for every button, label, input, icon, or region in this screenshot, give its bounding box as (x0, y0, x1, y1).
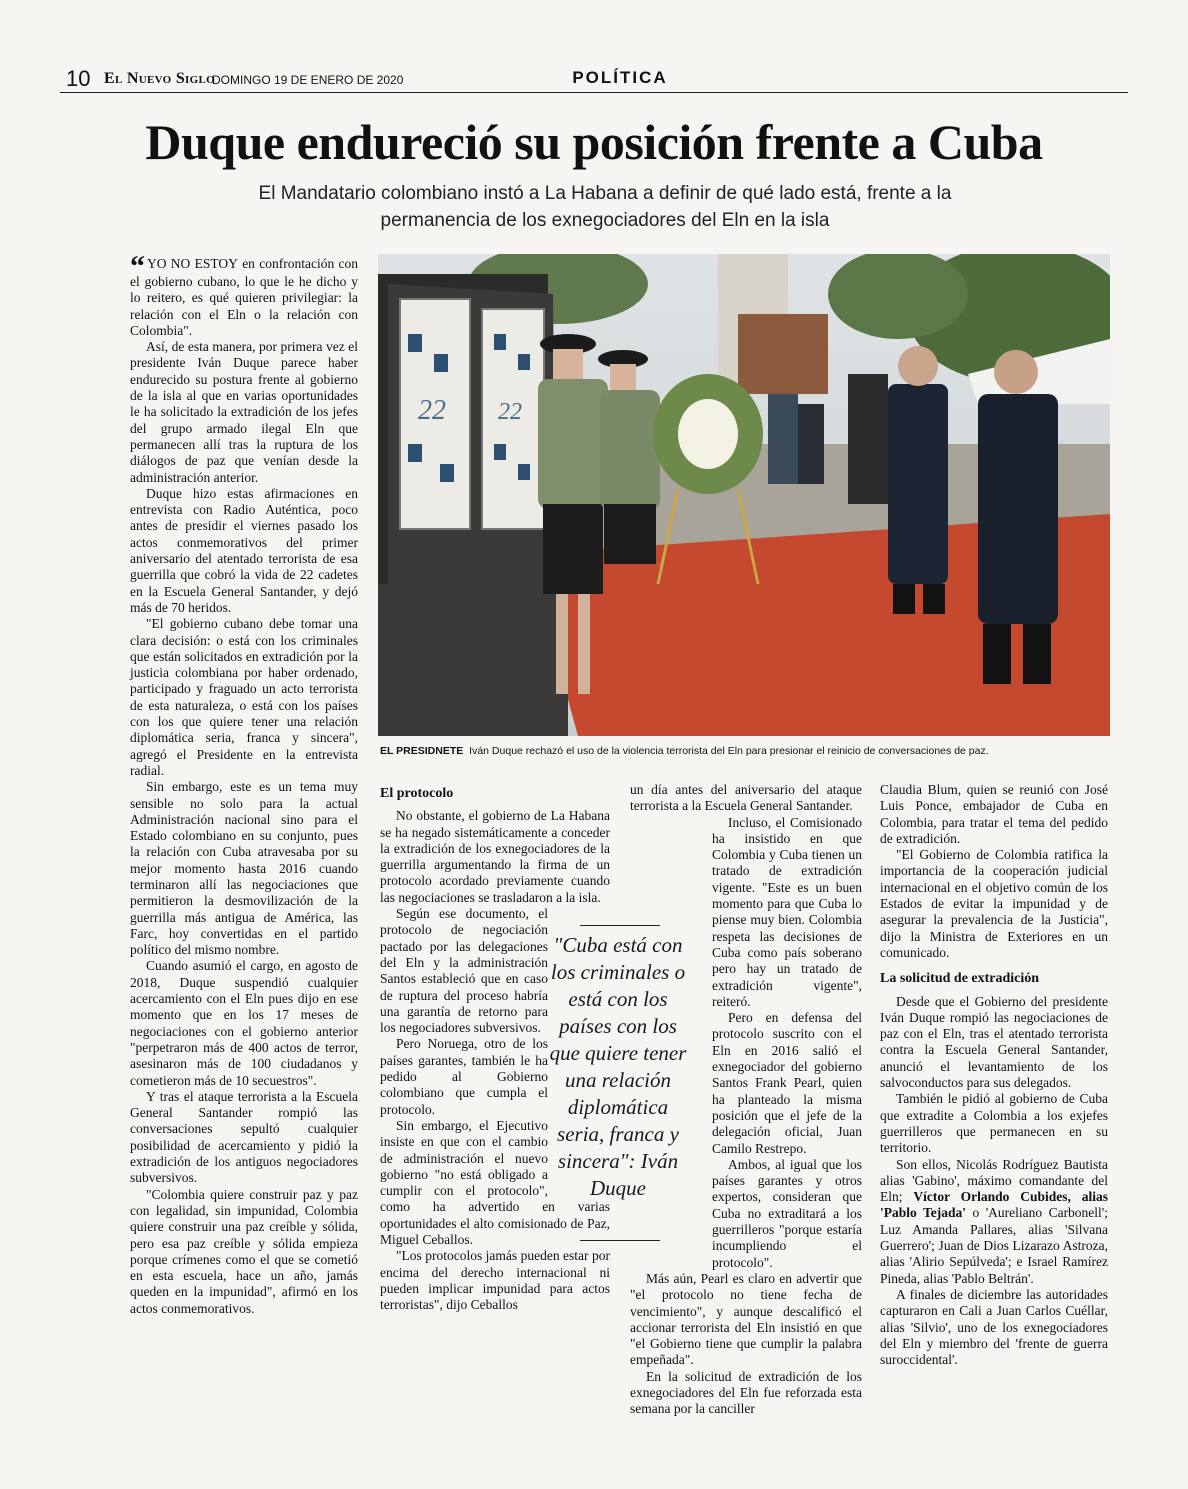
subheading-protocolo: El protocolo (380, 786, 454, 801)
lead-rest: en confrontación con el gobierno cubano, lo que le he dicho y lo reitero, es qué quieren privilegiar: la relación con el Eln o la relación con Colombia". (130, 256, 359, 338)
article-column-4 (880, 782, 1108, 1368)
paragraph: Duque hizo estas afirmaciones en entrevista con Radio Auténtica, poco antes de presidir el viernes pasado los actos conmemorativos del primer aniversario del atentado terrorista de esa guerrilla que cobró la vida de 22 cadetes en la Escuela General Santander, y dejó más de 70 heridos. (130, 485, 358, 615)
pullquote-top-rule (580, 925, 660, 926)
paragraph: "Colombia quiere construir paz y paz con legalidad, sin impunidad, Colombia quiere construir una paz creíble y sólida, pero esa paz creíble y sólida empieza porque crímenes como el que se cometió en esta escuela, hace un año, jamás queden en la impunidad", afirmó en los actos conmemorativos. (130, 1186, 358, 1316)
paragraph: No obstante, el gobierno de La Habana se ha negado sistemáticamente a conceder la extradición de los exnegociadores de la guerrilla argumentando la firma de un protocolo acordado previamente cuando las negociaciones se trasladaron a la isla. (380, 808, 610, 905)
plaque-number-1: 22 (418, 395, 446, 426)
paragraph: Ambos, al igual que los países garantes y otros expertos, consideran que Cuba no extraditará a los guerrilleros "porque estaría incumpliendo el protocolo". (712, 1156, 862, 1270)
paragraph: "El Gobierno de Colombia ratifica la importancia de la cooperación judicial internacional en el objetivo común de los Estados de evitar la impunidad y de asegurar la prevalencia de la Justicia", dijo la Ministra de Exteriores en un comunicado. (880, 847, 1108, 960)
paragraph: Incluso, el Comisionado ha insistido en que Colombia y Cuba tienen un tratado de extradición vigente. "Este es un buen momento para que Cuba lo piense muy bien. Colombia respeta las decisiones de Cuba como país soberano pero hay un tratado de extradición vigente", reiteró. (712, 814, 862, 1009)
paragraph: A finales de diciembre las autoridades capturaron en Cali a Juan Carlos Cuéllar, alias 'Silvio', uno de los exnegociadores del Eln y miembro del 'frente de guerra suroccidental'. (880, 1286, 1108, 1368)
paragraph: Cuando asumió el cargo, en agosto de 2018, Duque suspendió cualquier acercamiento con el Eln pues dijo en ese momento que en los 17 meses de negociaciones con el gobierno anterior "perpetraron más de 400 actos de terror, asesinaron más de 100 ciudadanos y cometieron más de 10 secuestros". (130, 958, 358, 1088)
article-column-1 (130, 250, 359, 1317)
paragraph: Y tras el ataque terrorista a la Escuela General Santander rompió las conversaciones sepultó cualquier posibilidad de acercamiento y pidió la extradición de los antiguos negociadores subversivos. (130, 1088, 358, 1186)
plaque-number-2: 22 (498, 399, 522, 425)
text-run: o 'Aureliano Carbonell'; Luz Amanda Pallares, alias 'Silvana Guerrero'; Juan de Dios Lizarazo Astroza, alias 'Alirio Sepúlveda'; e Israel Ramírez Pineda, alias 'Pablo Beltrán'. (880, 1205, 1108, 1286)
paragraph: Según ese documento, el protocolo de negociación pactado por las delegaciones del Eln y la administración Santos estableció que en caso de ruptura del proceso habría una garantía de retorno para los negociadores subversivos. (380, 906, 548, 1036)
open-quote-icon: “ (130, 250, 145, 283)
pullquote-bottom-rule (580, 1240, 660, 1241)
paragraph: Más aún, Pearl es claro en advertir que "el protocolo no tiene fecha de vencimiento", y aunque descalificó el accionar terrorista del Eln insistió en que "el Gobierno tiene que cumplir la palabra empeñada". (630, 1270, 862, 1368)
header-rule (60, 92, 1128, 93)
photo-caption (380, 745, 1110, 757)
paragraph: un día antes del aniversario del ataque terrorista a la Escuela General Santander. (630, 782, 862, 814)
paragraph (880, 1157, 1108, 1287)
paragraph: Sin embargo, este es un tema muy sensible no solo para la actual Administración nacional sino para el Estado colombiano en su conjunto, pues la relación con Cuba atravesaba por su mejor momento hasta 2016 cuando terminaron allí las negociaciones que permitieron la desmovilización de la guerrilla más antigua de América, las Farc, hoy convertidas en el partido político del mismo nombre. (130, 779, 358, 958)
paragraph: "Los protocolos jamás pueden estar por encima del derecho internacional ni pueden implicar impunidad para actos terroristas", dijo Ceballos (380, 1248, 610, 1313)
news-photo (378, 254, 1110, 736)
section-label: POLÍTICA (572, 68, 668, 87)
paragraph: Así, de esta manera, por primera vez el presidente Iván Duque parece haber endurecido su postura frente al gobierno de la isla al que en varias oportunidades le ha solicitado la extradición de los jefes del grupo armado ilegal Eln que permanecen allí tras la ruptura de los diálogos de paz que venían desde la administración anterior. (130, 339, 358, 485)
paragraph: Pero Noruega, otro de los países garantes, también le ha pedido al Gobierno colombiano que cumpla el protocolo. (380, 1036, 548, 1117)
issue-date: DOMINGO 19 DE ENERO DE 2020 (212, 73, 404, 87)
pull-quote: "Cuba está con los criminales o está con los países con los que quiere tener una relación diplomática seria, franca y sincera": Iván Duque (549, 933, 687, 1200)
paragraph: Sin embargo, el Ejecutivo insiste en que con el cambio de administración el nuevo gobierno "no está obligado a cumplir con el protocolo", como ha advertido en varias oportunidades el alto comisionado de Paz, Miguel Ceballos. (380, 1117, 610, 1248)
lead-open-words: YO NO ESTOY (147, 256, 238, 271)
caption-label: EL PRESIDNETE (380, 745, 464, 757)
paragraph: También le pidió al gobierno de Cuba que extradite a Colombia a los exjefes guerrilleros que permanecen en su territorio. (880, 1091, 1108, 1156)
subheading-solicitud: La solicitud de extradición (880, 971, 1040, 987)
lead-paragraph (130, 250, 359, 339)
paragraph: Claudia Blum, quien se reunió con José Luis Ponce, embajador de Cuba en Colombia, para tratar el tema del pedido de extradición. (880, 782, 1108, 846)
paragraph: Desde que el Gobierno del presidente Iván Duque rompió las negociaciones de paz con el Eln, tras el atentado terrorista contra la Escuela General Santander, anunció el levantamiento de los salvoconductos para sus delegados. (880, 993, 1108, 1091)
text-run: Son ellos, Nicolás Rodríguez Bautista alias 'Gabino', máximo comandante del Eln; (880, 1156, 1108, 1205)
paragraph: En la solicitud de extradición de los exnegociadores del Eln fue reforzada esta semana por la canciller (630, 1368, 862, 1417)
ceremony-photo-illustration (378, 254, 1110, 736)
masthead: El Nuevo Siglo (104, 70, 215, 87)
headline: Duque endureció su posición frente a Cuba (145, 114, 1043, 170)
text-run-bold: Víctor Orlando Cubides, alias 'Pablo Tejada' (880, 1189, 1108, 1221)
page-number: 10 (66, 66, 91, 91)
paragraph: Pero en defensa del protocolo suscrito con el Eln en 2016 salió el exnegociador del gobierno Santos Frank Pearl, quien ha planteado la misma posición que el jefe de la delegación oficial, Juan Camilo Restrepo. (712, 1010, 862, 1156)
paragraph: "El gobierno cubano debe tomar una clara decisión: o está con los criminales que están solicitados en extradición por la justicia colombiana por haber ordenado, participado y fraguado un acto terrorista de esta naturaleza, o está con los países con los que quiere tener una relación diplomática seria, franca y sincera", agregó el Presidente en la entrevista radial. (130, 616, 358, 778)
caption-text: Iván Duque rechazó el uso de la violencia terrorista del Eln para presionar el reinicio de conversaciones de paz. (469, 745, 989, 757)
subheadline: El Mandatario colombiano instó a La Habana a definir de qué lado está, frente a la permanencia de los exnegociadores del Eln en la isla (258, 183, 952, 231)
